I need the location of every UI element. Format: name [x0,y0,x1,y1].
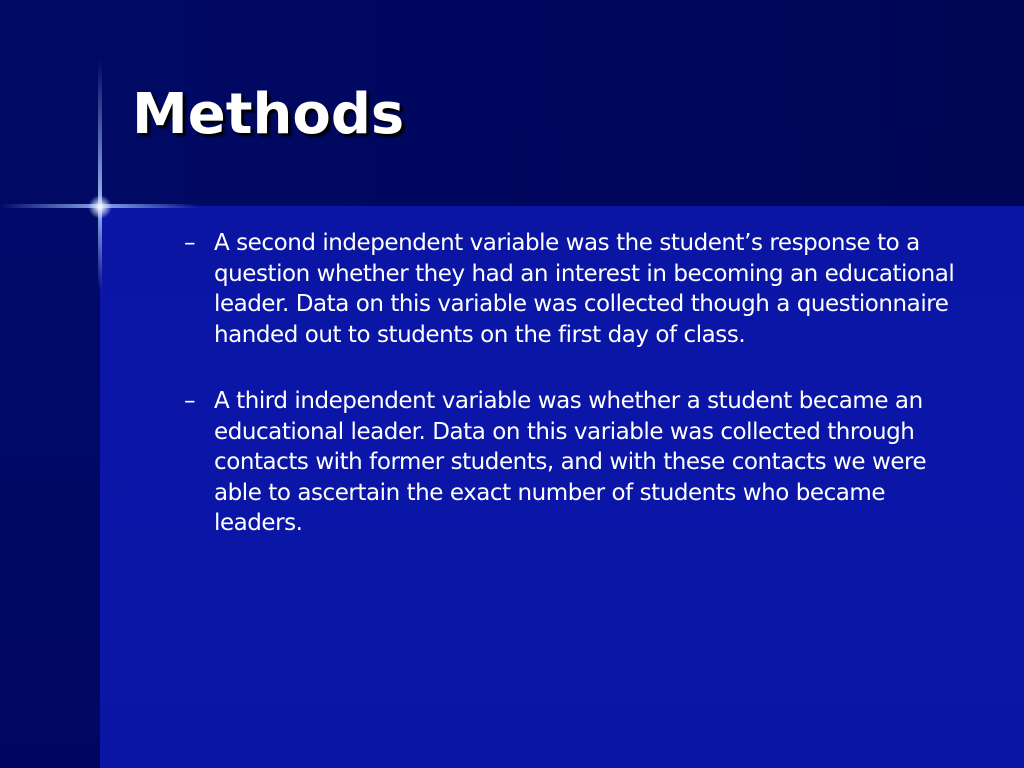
bullet-dash-marker: – [184,388,196,414]
slide-background-left [0,206,100,768]
bullet-item [184,228,974,350]
bullet-item [184,386,974,539]
bullet-list [184,228,974,575]
slide-title: Methods [132,82,405,147]
sparkle-star-icon [88,195,112,219]
sparkle-vertical-ray [98,60,102,290]
bullet-text: A third independent variable was whether a student became an educational leader. Data on this variable was collected through contacts with former students, and with these contacts we were able to ascertain the exact number of students who became leaders. [214,388,927,536]
bullet-dash-marker: – [184,230,196,256]
bullet-text: A second independent variable was the student’s response to a question whether they had an interest in becoming an educational leader. Data on this variable was collected though a questionnaire handed out to students on the first day of class. [214,230,955,348]
